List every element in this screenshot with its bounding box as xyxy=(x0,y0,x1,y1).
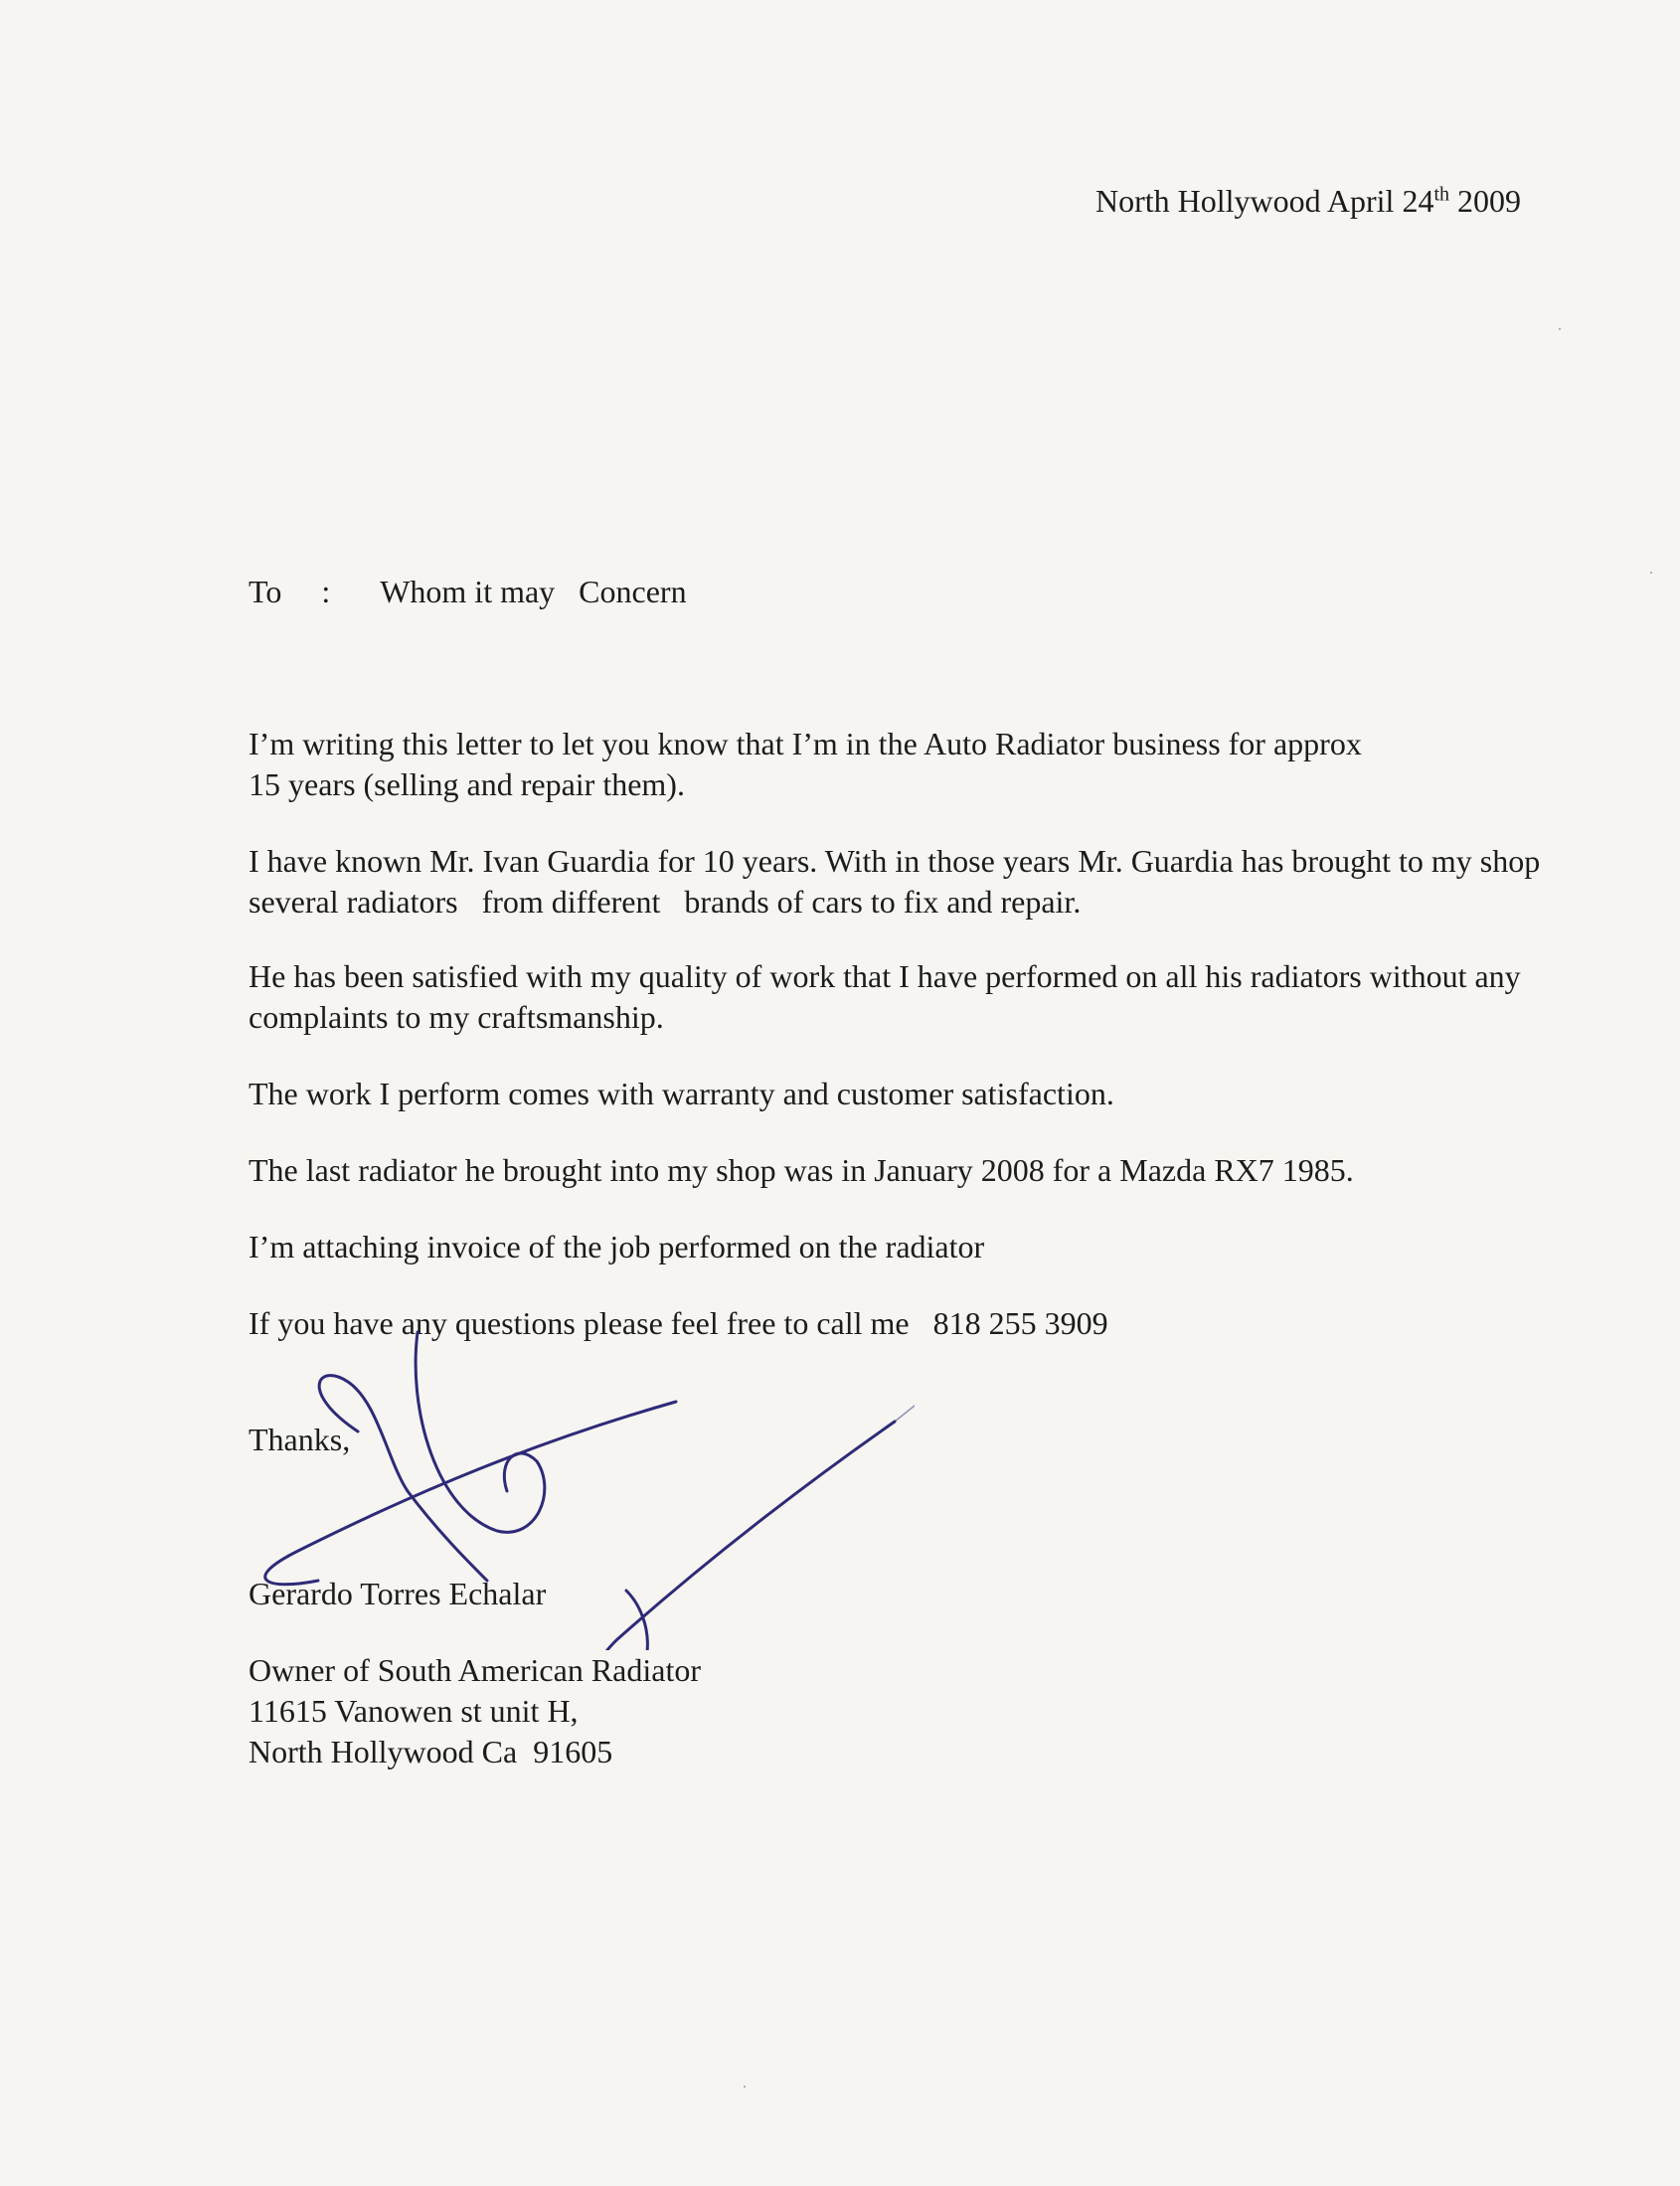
closing: Thanks, xyxy=(249,1422,351,1457)
paragraph-line: 15 years (selling and repair them). xyxy=(249,766,685,802)
signer-title: Owner of South American Radiator xyxy=(249,1652,701,1688)
paper-speck xyxy=(744,2086,746,2088)
paragraph-invoice: I’m attaching invoice of the job performed on the radiator xyxy=(249,1229,985,1264)
paragraph-intro xyxy=(249,724,1660,805)
paragraph-last-radiator: The last radiator he brought into my shop was in January 2008 for a Mazda RX7 1985. xyxy=(249,1152,1354,1188)
salutation xyxy=(249,572,687,612)
paragraph-line: several radiators from different brands of cars to fix and repair. xyxy=(249,884,1082,920)
signer-block xyxy=(249,1650,701,1772)
paper-speck xyxy=(1650,572,1652,574)
paragraph-contact: If you have any questions please feel free to call me 818 255 3909 xyxy=(249,1305,1108,1341)
address-line: North Hollywood Ca 91605 xyxy=(249,1734,613,1769)
salutation-colon: : xyxy=(321,574,331,609)
paper-speck xyxy=(1559,328,1561,330)
salutation-to: To xyxy=(249,574,282,609)
date-year: 2009 xyxy=(1449,183,1521,219)
letter-date xyxy=(1095,181,1521,222)
paragraph-line: I’m writing this letter to let you know that I’m in the Auto Radiator business for approx xyxy=(249,726,1362,761)
address-line: 11615 Vanowen st unit H, xyxy=(249,1693,579,1729)
date-ordinal-suffix: th xyxy=(1433,183,1449,206)
paragraph-line: complaints to my craftsmanship. xyxy=(249,999,664,1035)
salutation-recipient: Whom it may Concern xyxy=(380,574,687,609)
signer-name: Gerardo Torres Echalar xyxy=(249,1576,547,1611)
paragraph-line: I have known Mr. Ivan Guardia for 10 years. With in those years Mr. Guardia has brought to my shop xyxy=(249,843,1541,879)
date-text: North Hollywood April 24 xyxy=(1095,183,1434,219)
paragraph-known xyxy=(249,841,1660,923)
paragraph-warranty: The work I perform comes with warranty and customer satisfaction. xyxy=(249,1076,1114,1111)
paragraph-line: He has been satisfied with my quality of work that I have performed on all his radiators without any xyxy=(249,958,1521,994)
paragraph-satisfied xyxy=(249,956,1660,1038)
